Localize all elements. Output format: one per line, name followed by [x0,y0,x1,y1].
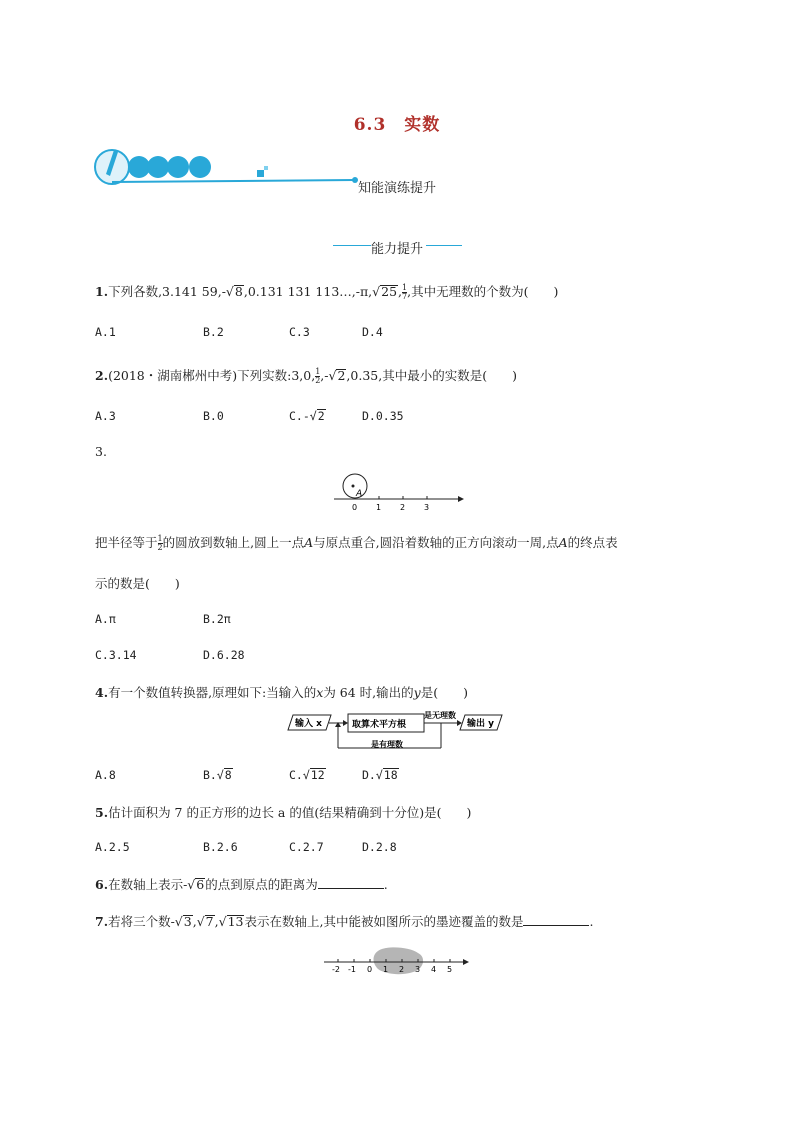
flow-input-label: 输入 x [295,719,322,729]
question-7: 7.若将三个数-√3,√7,√13表示在数轴上,其中能被如图所示的墨迹覆盖的数是 . [95,914,594,929]
answer-blank[interactable] [318,888,384,889]
q3-option-d[interactable]: D.6.28 [203,648,245,662]
q5-option-b[interactable]: B.2.6 [203,840,238,854]
section-banner [92,142,362,192]
tick-label: 0 [367,965,373,974]
q2-option-c[interactable]: C.-√2 [289,409,325,423]
answer-blank[interactable] [523,925,589,926]
question-3-number: 3. [95,444,107,459]
q4-option-d[interactable]: D.√18 [362,768,398,782]
question-3-text-line2: 示的数是( ) [95,576,180,591]
question-6: 6.在数轴上表示-√6的点到原点的距离为 . [95,877,388,892]
subsection-title: 能力提升 [370,242,423,257]
flow-irrational-label: 是无理数 [424,711,456,720]
page-title: 6.3 实数 [353,115,441,135]
q4-option-a[interactable]: A.8 [95,768,116,782]
q1-option-b[interactable]: B.2 [203,325,224,339]
converter-flowchart [285,708,505,756]
question-4: 4.有一个数值转换器,原理如下:当输入的x为 64 时,输出的y是( ) [95,685,468,700]
question-1: 1.下列各数,3.141 59,-√8,0.131 131 113…,-π,√25, $\frac{1}{7}$ ,其中无理数的个数为( ) [95,283,559,301]
q4-option-b[interactable]: B.√8 [203,768,232,782]
q3-option-c[interactable]: C.3.14 [95,648,137,662]
number-line-circle-figure [330,470,466,514]
q3-option-b[interactable]: B.2π [203,612,231,626]
subsection-line-right [426,245,462,246]
flow-process-label: 取算术平方根 [352,720,407,730]
flow-rational-label: 是有理数 [371,740,403,749]
tick-label: 3 [424,503,430,512]
q1-option-c[interactable]: C.3 [289,325,310,339]
point-a-label: A [356,489,363,499]
square-icon [257,170,264,177]
fraction-1-7: $\frac{1}{7}$ [402,283,408,301]
question-5: 5.估计面积为 7 的正方形的边长 a 的值(结果精确到十分位)是( ) [95,805,472,820]
q1-option-d[interactable]: D.4 [362,325,383,339]
q5-option-a[interactable]: A.2.5 [95,840,130,854]
tick-label: 2 [400,503,406,512]
q2-option-a[interactable]: A.3 [95,409,116,423]
question-3-text: 把半径等于 $\frac{1}{2}$ 的圆放到数轴上,圆上一点A与原点重合,圆沿着数轴的正方向滚动一周,点A的终点表 [95,534,618,552]
tick-label: 5 [447,965,453,974]
tick-label: 1 [376,503,382,512]
q5-option-c[interactable]: C.2.7 [289,840,324,854]
tick-label: 3 [415,965,421,974]
q3-option-a[interactable]: A.π [95,612,116,626]
q1-option-a[interactable]: A.1 [95,325,116,339]
flow-output-label: 输出 y [467,719,495,729]
tick-label: 1 [383,965,389,974]
tick-label: 4 [431,965,437,974]
q2-option-d[interactable]: D.0.35 [362,409,404,423]
q2-option-b[interactable]: B.0 [203,409,224,423]
section-header: 知能演练提升 [358,181,437,196]
q4-option-c[interactable]: C.√12 [289,768,325,782]
q5-option-d[interactable]: D.2.8 [362,840,397,854]
ink-blot-number-line [320,945,472,977]
question-2: 2.(2018・湖南郴州中考)下列实数:3,0, $\frac{1}{2}$ ,-√2,0.35,其中最小的实数是( ) [95,367,517,385]
tick-label: -1 [348,965,356,974]
tick-label: -2 [332,965,340,974]
tick-label: 0 [352,503,358,512]
tick-label: 2 [399,965,405,974]
